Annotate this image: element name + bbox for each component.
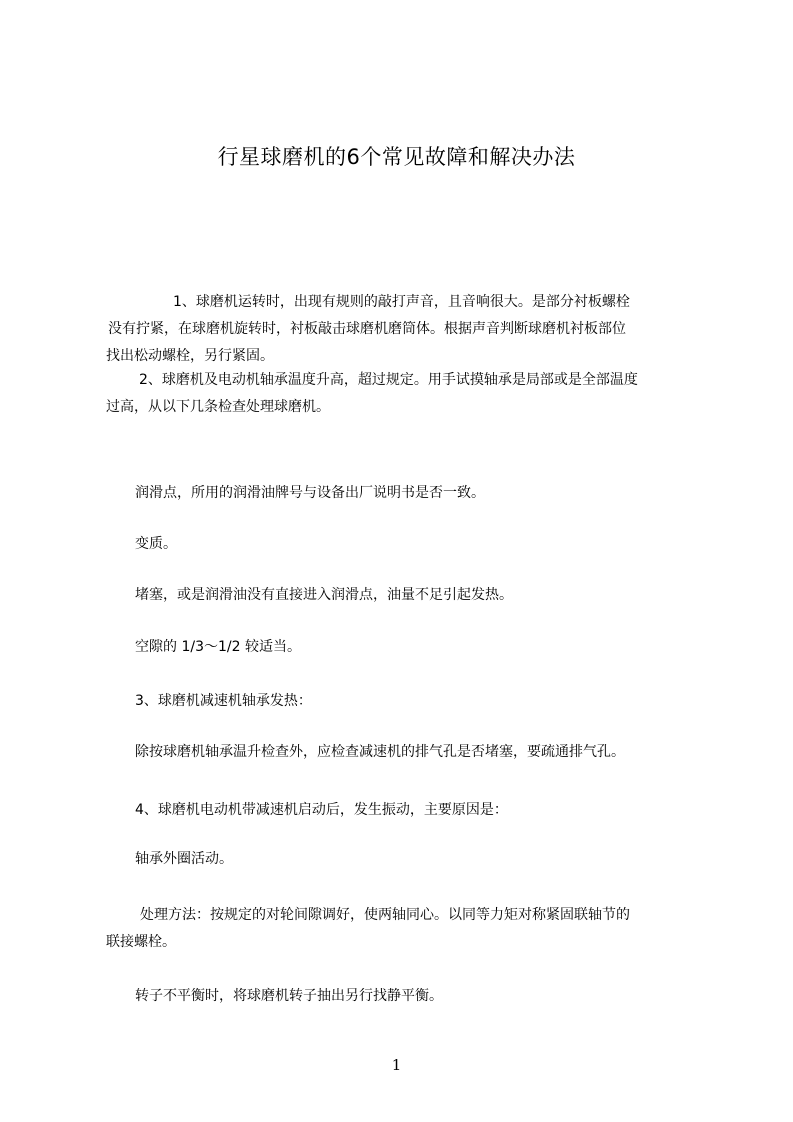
document-title: 行星球磨机的6个常见故障和解决办法 bbox=[217, 145, 576, 169]
paragraph-5: 堵塞，或是润滑油没有直接进入润滑点，油量不足引起发热。 bbox=[135, 587, 513, 603]
paragraph-11-line-1: 处理方法：按规定的对轮间隙调好，使两轴同心。以同等力矩对称紧固联轴节的 bbox=[140, 907, 630, 923]
paragraph-7: 3、球磨机减速机轴承发热： bbox=[135, 693, 312, 709]
paragraph-10: 轴承外圈活动。 bbox=[135, 851, 233, 867]
paragraph-8: 除按球磨机轴承温升检查外，应检查减速机的排气孔是否堵塞，要疏通排气孔。 bbox=[135, 744, 625, 760]
paragraph-2 bbox=[106, 367, 696, 421]
paragraph-1 bbox=[106, 289, 696, 370]
paragraph-12: 转子不平衡时，将球磨机转子抽出另行找静平衡。 bbox=[135, 988, 443, 1004]
page-number: 1 bbox=[391, 1056, 402, 1074]
paragraph-4: 变质。 bbox=[135, 536, 177, 552]
paragraph-11 bbox=[106, 902, 696, 956]
paragraph-1-line-2: 没有拧紧，在球磨机旋转时，衬板敲击球磨机磨筒体。根据声音判断球磨机衬板部位 bbox=[108, 321, 626, 337]
paragraph-2-line-1: 2、球磨机及电动机轴承温度升高，超过规定。用手试摸轴承是局部或是全部温度 bbox=[139, 372, 638, 388]
paragraph-2-line-2: 过高，从以下几条检查处理球磨机。 bbox=[106, 399, 330, 415]
paragraph-11-line-2: 联接螺栓。 bbox=[106, 934, 176, 950]
paragraph-3: 润滑点，所用的润滑油牌号与设备出厂说明书是否一致。 bbox=[135, 485, 485, 501]
paragraph-1-line-3: 找出松动螺栓，另行紧固。 bbox=[106, 348, 274, 364]
paragraph-1-line-1: 1、球磨机运转时，出现有规则的敲打声音，且音响很大。是部分衬板螺栓 bbox=[173, 294, 630, 310]
paragraph-6: 空隙的 1/3～1/2 较适当。 bbox=[135, 639, 301, 655]
paragraph-9: 4、球磨机电动机带减速机启动后，发生振动，主要原因是： bbox=[135, 802, 508, 818]
